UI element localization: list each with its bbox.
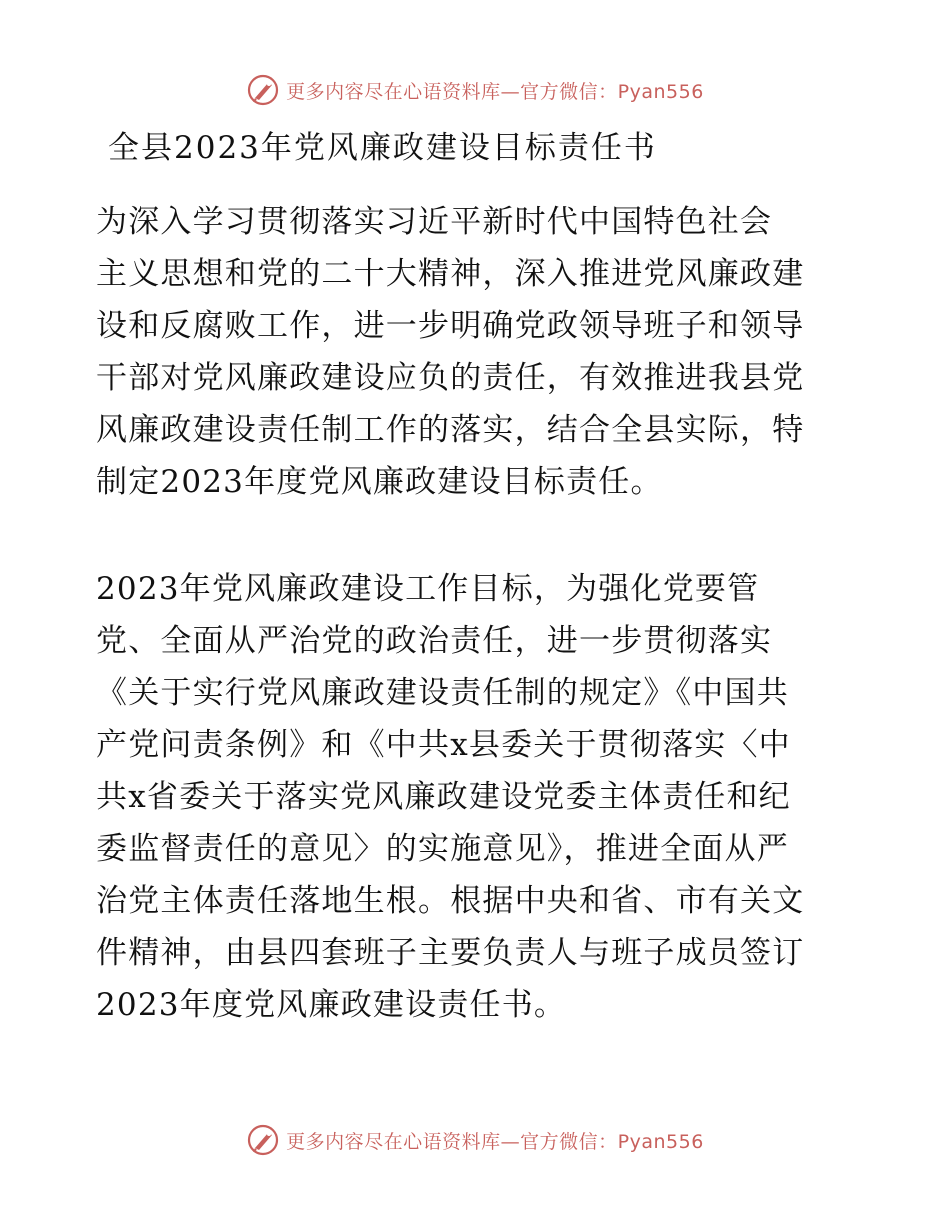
text-line: 设和反腐败工作，进一步明确党政领导班子和领导	[96, 308, 805, 344]
text-line: 治党主体责任落地生根。根据中央和省、市有关文	[96, 883, 805, 919]
text-line: 委监督责任的意见〉的实施意见》，推进全面从严	[96, 831, 789, 867]
watermark-text: 更多内容尽在心语资料库—官方微信：Pyan556	[286, 80, 704, 103]
text-line: 风廉政建设责任制工作的落实，结合全县实际，特	[96, 412, 805, 448]
text-line: 2023年度党风廉政建设责任书。	[96, 987, 567, 1023]
paragraph-goals	[96, 563, 856, 1031]
paragraph-intro	[96, 196, 856, 508]
text-line: 党、全面从严治党的政治责任，进一步贯彻落实	[96, 623, 773, 659]
text-line: 《关于实行党风廉政建设责任制的规定》《中国共	[96, 675, 789, 711]
quill-pen-icon	[246, 73, 280, 107]
footer-watermark	[0, 1120, 950, 1160]
text-line: 共x省委关于落实党风廉政建设党委主体责任和纪	[96, 779, 791, 815]
watermark-text: 更多内容尽在心语资料库—官方微信：Pyan556	[286, 1130, 704, 1153]
page-title: 全县2023年党风廉政建设目标责任书	[108, 130, 657, 166]
header-watermark	[0, 70, 950, 110]
text-line: 2023年党风廉政建设工作目标，为强化党要管	[96, 571, 760, 607]
text-line: 主义思想和党的二十大精神，深入推进党风廉政建	[96, 256, 805, 292]
text-line: 件精神，由县四套班子主要负责人与班子成员签订	[96, 935, 805, 971]
text-line: 制定2023年度党风廉政建设目标责任。	[96, 464, 663, 500]
text-line: 产党问责条例》和《中共x县委关于贯彻落实〈中	[96, 727, 791, 763]
text-line: 为深入学习贯彻落实习近平新时代中国特色社会	[96, 204, 773, 240]
text-line: 干部对党风廉政建设应负的责任，有效推进我县党	[96, 360, 805, 396]
quill-pen-icon	[246, 1123, 280, 1157]
